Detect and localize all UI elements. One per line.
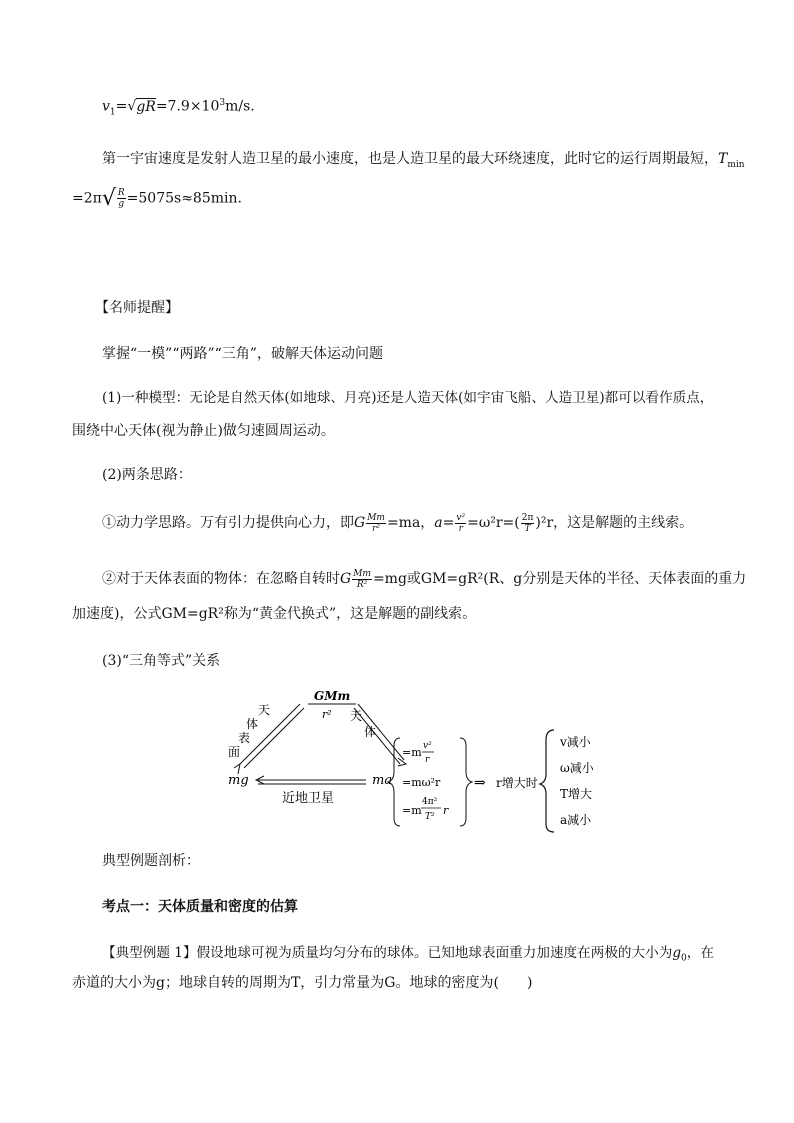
right-arrow-char-2: 体 bbox=[364, 725, 377, 739]
item2b-line2: 加速度)，公式GM=gR²称为“黄金代换式”，这是解题的副线索。 bbox=[72, 606, 477, 622]
exponent: 3 bbox=[219, 98, 226, 108]
eq3-num: 4π² bbox=[422, 797, 438, 807]
item2a-mid1: =ma， bbox=[386, 515, 435, 531]
diagram-top-den: r² bbox=[322, 708, 332, 721]
heading-examples: 典型例题剖析： bbox=[102, 853, 200, 869]
eq1-prefix: =m bbox=[402, 746, 422, 759]
unit: m/s. bbox=[225, 98, 255, 115]
heading-tip: 【名师提醒】 bbox=[95, 300, 179, 316]
frac-num: Mm bbox=[367, 512, 385, 523]
left-arrow-char-3: 表 bbox=[238, 731, 251, 745]
a-symbol: a bbox=[434, 515, 443, 531]
item1-line1: (1)一种模型：无论是自然天体(如地球、月亮)还是人造天体(如宇宙飞船、人造卫星)都可以看作质点， bbox=[102, 390, 714, 406]
example1-line2: 赤道的大小为g；地球自转的周期为T，引力常量为G。地球的密度为( ) bbox=[72, 975, 533, 991]
left-arrow-char-2: 体 bbox=[246, 717, 259, 731]
v-subscript: 1 bbox=[109, 107, 116, 118]
item2b-lead: ②对于天体表面的物体：在忽略自转时 bbox=[102, 571, 340, 587]
item2-title: (2)两条思路： bbox=[102, 467, 192, 483]
t-subscript: min bbox=[727, 159, 745, 170]
tmin-prefix: =2π bbox=[72, 190, 102, 207]
tmin-value: =5075s≈85min. bbox=[126, 190, 242, 207]
result-brace-icon bbox=[540, 730, 554, 832]
item2a-lead: ①动力学思路。万有引力提供向心力，即 bbox=[102, 515, 354, 531]
para-first-cosmic bbox=[102, 148, 745, 170]
frac-num: R bbox=[117, 188, 125, 198]
node-ma: ma bbox=[372, 773, 393, 788]
example1-tail: ，在 bbox=[686, 945, 714, 961]
item2a-mid2: =ω²r=( bbox=[467, 515, 520, 531]
frac-num: Mm bbox=[353, 568, 371, 579]
equals: = bbox=[442, 515, 455, 531]
para-text: 第一宇宙速度是发射人造卫星的最小速度，也是人造卫星的最大环绕速度，此时它的运行周期最短， bbox=[102, 151, 718, 167]
frac-mm-r2 bbox=[352, 569, 372, 590]
g0-subscript: 0 bbox=[681, 953, 687, 964]
example1-text: 【典型例题 1】假设地球可视为质量均匀分布的球体。已知地球表面重力加速度在两极的大小为 bbox=[102, 945, 673, 961]
t-symbol: T bbox=[718, 151, 728, 167]
implies-icon: ⇒ bbox=[474, 775, 486, 791]
frac-den: T bbox=[524, 523, 531, 534]
equals: = bbox=[115, 98, 128, 115]
g-const: G bbox=[340, 571, 352, 587]
frac-mm-r2 bbox=[366, 513, 386, 534]
result-a: a减小 bbox=[560, 813, 592, 827]
sqrt-icon: √ bbox=[127, 98, 137, 115]
example1-line1 bbox=[102, 941, 714, 964]
item1-line2: 围绕中心天体(视为静止)做匀速圆周运动。 bbox=[72, 423, 335, 439]
node-mg: mg bbox=[228, 773, 249, 788]
right-brace-icon bbox=[460, 738, 472, 826]
frac-den: r² bbox=[372, 523, 381, 534]
frac-v2-r bbox=[455, 513, 466, 534]
frac-num: v² bbox=[456, 512, 466, 523]
condition-label: r增大时 bbox=[496, 776, 538, 790]
left-arrow-char-4: 面 bbox=[228, 745, 241, 759]
diagram-top-num: GMm bbox=[314, 689, 351, 703]
bottom-label: 近地卫星 bbox=[282, 791, 335, 806]
sqrt-icon: √ bbox=[101, 186, 116, 211]
left-arrow-char-1: 天 bbox=[258, 703, 271, 717]
formula-v1 bbox=[102, 98, 255, 117]
g-const: G bbox=[354, 515, 366, 531]
item3-title: (3)“三角等式”关系 bbox=[102, 653, 221, 669]
g0-symbol: g bbox=[672, 945, 682, 961]
heading-point1: 考点一：天体质量和密度的估算 bbox=[102, 899, 298, 915]
frac-den: r bbox=[458, 523, 463, 534]
result-v: v减小 bbox=[560, 735, 591, 749]
frac-2pi-t bbox=[521, 513, 535, 534]
double-arrow-icon bbox=[256, 776, 366, 784]
sqrt-content: gR bbox=[136, 98, 156, 115]
value: =7.9×10 bbox=[155, 98, 220, 115]
frac-num: 2π bbox=[521, 512, 534, 523]
item2a bbox=[102, 512, 693, 534]
eq3-den: T² bbox=[425, 812, 435, 822]
eq2: =mω²r bbox=[402, 776, 441, 789]
result-t: T增大 bbox=[560, 787, 593, 801]
triangle-relation-diagram bbox=[220, 686, 640, 836]
frac-den: R² bbox=[356, 579, 368, 590]
item2b bbox=[102, 568, 746, 590]
item2a-tail: )²r，这是解题的主线索。 bbox=[535, 515, 694, 531]
eq3-tail: r bbox=[443, 804, 449, 817]
item2b-mid: =mg或GM=gR²(R、g分别是天体的半径、天体表面的重力 bbox=[372, 571, 747, 587]
frac-den: g bbox=[118, 199, 125, 209]
right-arrow-char-1: 天 bbox=[350, 709, 363, 723]
tip-intro: 掌握“一模”“两路”“三角”，破解天体运动问题 bbox=[102, 346, 383, 362]
tmin-fraction bbox=[117, 188, 126, 209]
v-symbol: v bbox=[102, 98, 110, 115]
eq1-num: v² bbox=[423, 741, 432, 751]
result-omega: ω减小 bbox=[560, 761, 594, 775]
eq1-den: r bbox=[425, 755, 430, 765]
tmin-formula bbox=[72, 186, 242, 211]
eq3-prefix: =m bbox=[402, 804, 422, 817]
